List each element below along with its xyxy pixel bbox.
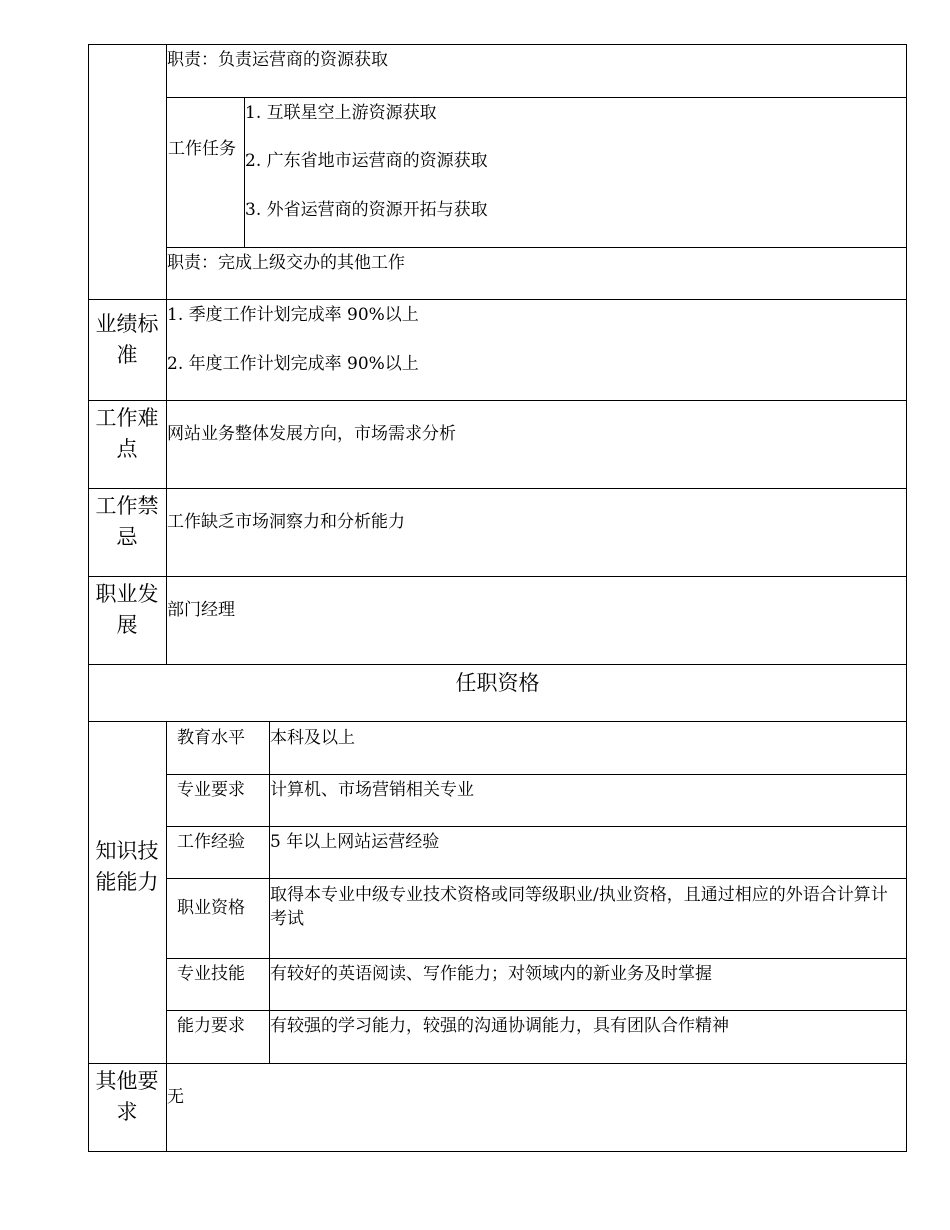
- performance-label: 业绩标准: [95, 312, 159, 367]
- task-label: 工作任务: [168, 139, 236, 159]
- knowledge-row-label: 能力要求: [177, 1016, 245, 1036]
- knowledge-row-label: 专业技能: [177, 964, 245, 984]
- other-label: 其他要求: [95, 1069, 159, 1124]
- knowledge-row-value: 本科及以上: [270, 728, 355, 748]
- knowledge-row-value: 5 年以上网站运营经验: [270, 832, 440, 852]
- taboo-label: 工作禁忌: [95, 494, 159, 549]
- knowledge-row-label: 教育水平: [177, 728, 245, 748]
- taboo-value: 工作缺乏市场洞察力和分析能力: [167, 512, 405, 532]
- knowledge-row-value: 计算机、市场营销相关专业: [270, 780, 474, 800]
- task-item: 2. 广东省地市运营商的资源获取: [245, 151, 488, 171]
- performance-item: 1. 季度工作计划完成率 90%以上: [167, 305, 419, 325]
- qualification-header: 任职资格: [455, 671, 540, 695]
- career-label: 职业发展: [95, 582, 159, 637]
- duty-2: 职责：完成上级交办的其他工作: [167, 253, 405, 273]
- duty-1: 职责：负责运营商的资源获取: [167, 50, 388, 70]
- knowledge-row-label: 职业资格: [177, 898, 245, 918]
- knowledge-row-label: 工作经验: [177, 832, 245, 852]
- other-value: 无: [167, 1087, 184, 1107]
- career-value: 部门经理: [167, 600, 235, 620]
- knowledge-row-value: 取得本专业中级专业技术资格或同等级职业/执业资格，且通过相应的外语合计算计考试: [270, 885, 888, 929]
- knowledge-row-value: 有较强的学习能力，较强的沟通协调能力，具有团队合作精神: [270, 1016, 729, 1036]
- knowledge-row-label: 专业要求: [177, 780, 245, 800]
- knowledge-label: 知识技能能力: [95, 839, 159, 894]
- knowledge-row-value: 有较好的英语阅读、写作能力；对领域内的新业务及时掌握: [270, 964, 712, 984]
- task-item: 1. 互联星空上游资源获取: [245, 103, 437, 123]
- difficulty-value: 网站业务整体发展方向，市场需求分析: [167, 424, 456, 444]
- difficulty-label: 工作难点: [95, 406, 159, 461]
- performance-item: 2. 年度工作计划完成率 90%以上: [167, 354, 419, 374]
- task-item: 3. 外省运营商的资源开拓与获取: [245, 200, 488, 220]
